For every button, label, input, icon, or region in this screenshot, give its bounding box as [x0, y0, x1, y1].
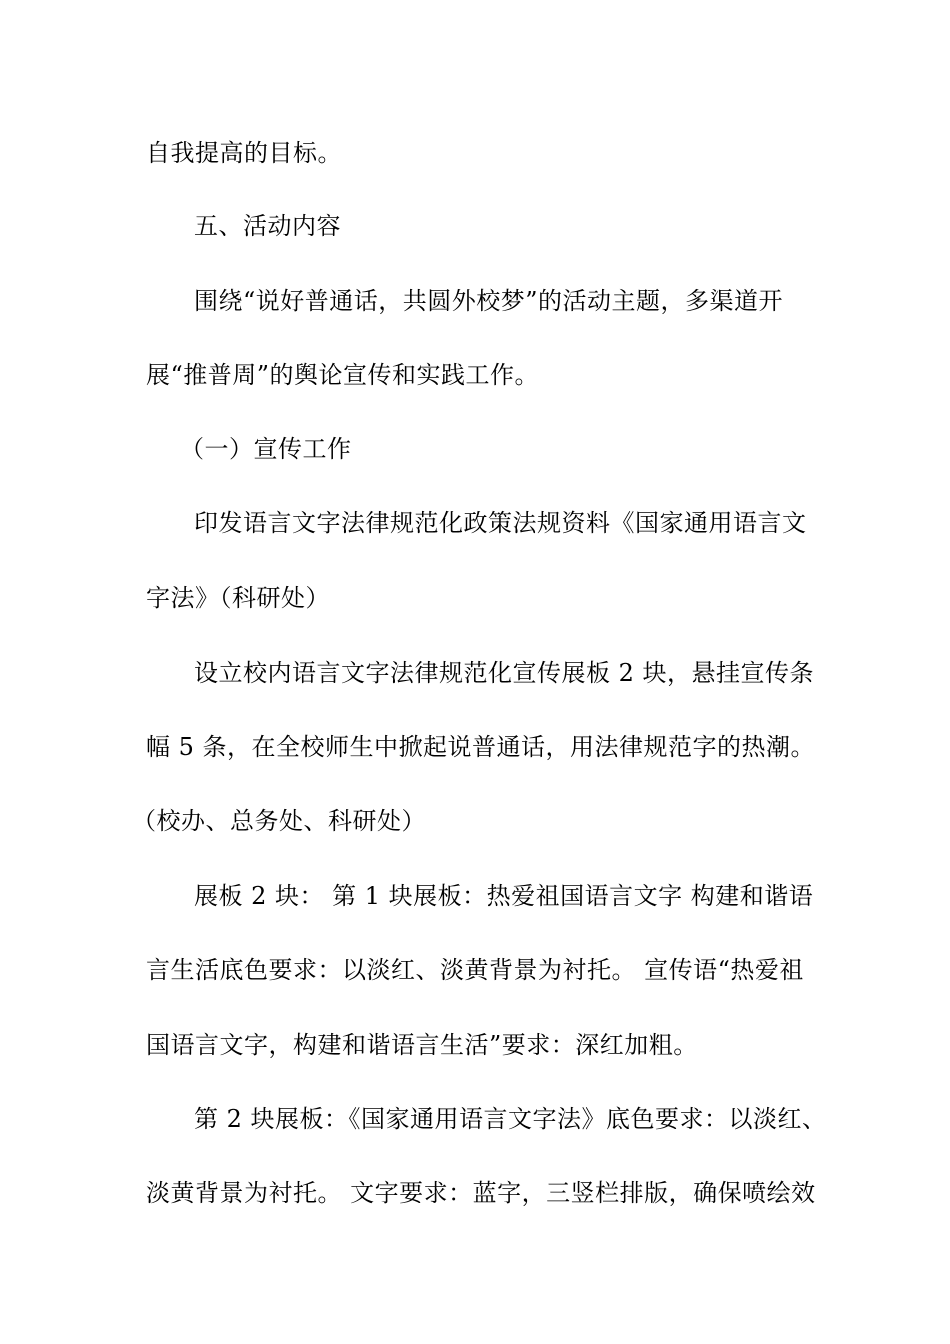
text-line: 第 2 块展板：《国家通用语言文字法》底色要求：以淡红、	[194, 1105, 827, 1133]
text-line: 围绕“说好普通话，共圆外校梦”的活动主题，多渠道开	[194, 287, 784, 315]
text-line: （校办、总务处、科研处）	[132, 807, 426, 835]
text-line: 淡黄背景为衬托。 文字要求：蓝字，三竖栏排版，确保喷绘效	[146, 1179, 816, 1207]
text-line: 设立校内语言文字法律规范化宣传展板 2 块，悬挂宣传条	[194, 659, 815, 687]
text-line: 字法》（科研处）	[146, 584, 330, 612]
text-line: 印发语言文字法律规范化政策法规资料《国家通用语言文	[194, 509, 807, 537]
text-line: 言生活底色要求：以淡红、淡黄背景为衬托。 宣传语“热爱祖	[146, 956, 804, 984]
text-line: 展板 2 块： 第 1 块展板：热爱祖国语言文字 构建和谐语	[194, 882, 814, 910]
text-line: 展“推普周”的舆论宣传和实践工作。	[146, 361, 540, 389]
text-line: 国语言文字，构建和谐语言生活”要求：深红加粗。	[146, 1031, 698, 1059]
text-line: 幅 5 条，在全校师生中掀起说普通话，用法律规范字的热潮。	[146, 733, 816, 761]
subsection-heading: （一）宣传工作	[180, 435, 352, 463]
text-line: 自我提高的目标。	[146, 139, 342, 167]
section-heading: 五、活动内容	[194, 212, 341, 240]
